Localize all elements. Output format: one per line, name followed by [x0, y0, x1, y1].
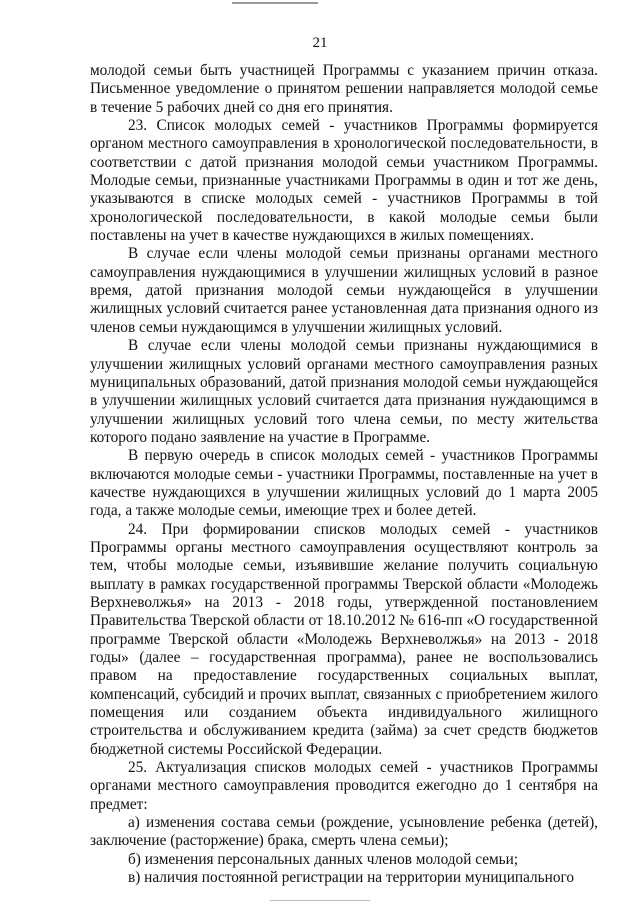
scan-bottom-artifact — [270, 900, 370, 901]
paragraph-continuation: молодой семьи быть участницей Программы с указанием причин отказа. Письменное уведомление о принятом решении направляется молодой семье в течение 5 рабочих дней со дня его принятия. — [90, 62, 598, 116]
list-item-b: б) изменения персональных данных членов молодой семьи; — [128, 850, 519, 868]
paragraph-item-24: 24. При формировании списков молодых семей - участников Программы органы местного самоуправления осуществляют контроль за тем, чтобы молодые семьи, изъявившие желание получить социальную выплату в рамках государственной программы Тверской области «Молодежь Верхневолжья» на 2013 - 2018 годы, утвержденной постановлением Правительства Тверской области от 18.10.2012 № 616-пп «О государственной программе Тверской области «Молодежь Верхневолжья» на 2013 - 2018 годы» (далее – государственная программа), ранее не воспользовались правом на предоставление государственных социальных выплат, компенсаций, субсидий и прочих выплат, связанных с приобретением жилого помещения или созданием объекта индивидуального жилищного строительства и обслуживанием кредита (займа) за счет средств бюджетов бюджетной системы Российской Федерации. — [90, 520, 598, 758]
scan-top-artifact — [232, 2, 318, 4]
list-item-a: а) изменения состава семьи (рождение, усыновление ребенка (детей), заключение (расторжение) брака, смерть члена семьи); — [90, 814, 598, 850]
page-number: 21 — [312, 35, 328, 51]
paragraph-different-municipalities: В случае если члены молодой семьи признаны нуждающимися в улучшении жилищных условий органами местного самоуправления разных муниципальных образований, датой признания молодой семьи нуждающейся в улучшении жилищных условий считается дата признания нуждающимся в улучшении жилищных условий того члена семьи, по месту жительства которого подано заявление на участие в Программе. — [90, 337, 598, 446]
paragraph-family-members-different-time: В случае если члены молодой семьи признаны органами местного самоуправления нуждающимися в улучшении жилищных условий в разное время, датой признания молодой семьи нуждающейся в улучшении жилищных условий считается ранее установленная дата признания одного из членов семьи нуждающимся в улучшении жилищных условий. — [90, 245, 598, 336]
document-body — [90, 62, 598, 887]
paragraph-priority-order: В первую очередь в список молодых семей - участников Программы включаются молодые семьи - участники Программы, поставленные на учет в качестве нуждающихся в улучшении жилищных условий до 1 марта 2005 года, а также молодые семьи, имеющие трех и более детей. — [90, 447, 598, 520]
paragraph-item-25: 25. Актуализация списков молодых семей - участников Программы органами местного самоуправления проводится ежегодно до 1 сентября на предмет: — [90, 759, 598, 813]
paragraph-item-23: 23. Список молодых семей - участников Программы формируется органом местного самоуправления в хронологической последовательности, в соответствии с датой признания молодой семьи участником Программы. Молодые семьи, признанные участниками Программы в один и тот же день, указываются в списке молодых семей - участников Программы в той хронологической последовательности, в какой молодые семьи были поставлены на учет в качестве нуждающихся в жилых помещениях. — [90, 117, 598, 245]
list-item-v: в) наличия постоянной регистрации на территории муниципального — [128, 869, 575, 887]
